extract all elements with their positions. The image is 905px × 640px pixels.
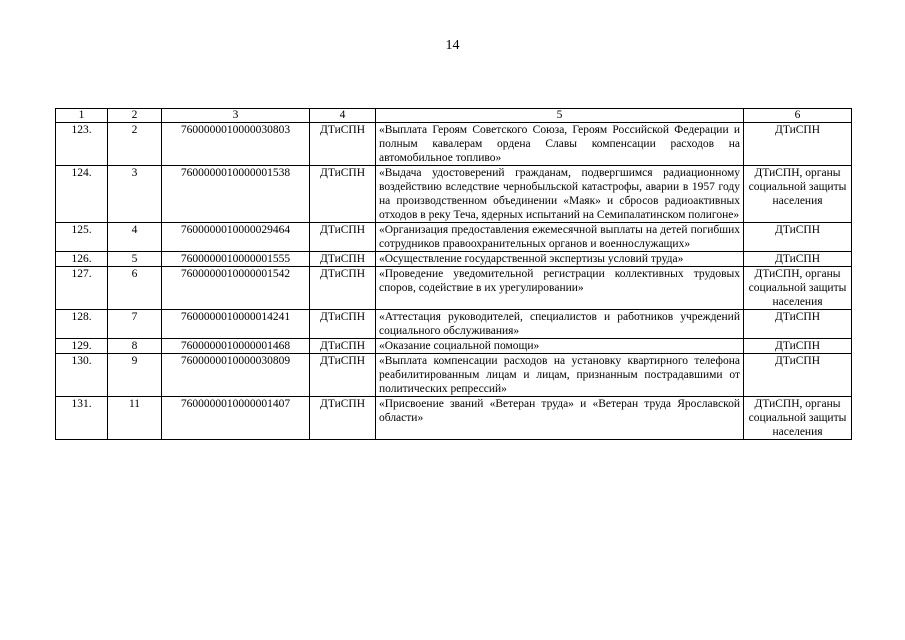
table-row	[56, 267, 852, 310]
table-row	[56, 223, 852, 252]
service-organization: ДТиСПН	[310, 397, 376, 440]
row-number: 129.	[56, 339, 108, 354]
service-code: 7600000010000001538	[162, 166, 310, 223]
service-organization: ДТиСПН	[310, 252, 376, 267]
row-index: 7	[108, 310, 162, 339]
service-code: 7600000010000001542	[162, 267, 310, 310]
service-organization: ДТиСПН	[310, 267, 376, 310]
service-name: «Осуществление государственной экспертизы условий труда»	[376, 252, 744, 267]
row-number: 123.	[56, 123, 108, 166]
table-row	[56, 310, 852, 339]
column-header-4: 4	[310, 109, 376, 123]
responsible-body: ДТиСПН	[744, 223, 852, 252]
row-index: 3	[108, 166, 162, 223]
row-number: 125.	[56, 223, 108, 252]
service-code: 7600000010000001468	[162, 339, 310, 354]
row-number: 128.	[56, 310, 108, 339]
table-row	[56, 354, 852, 397]
service-name: «Оказание социальной помощи»	[376, 339, 744, 354]
row-number: 127.	[56, 267, 108, 310]
responsible-body: ДТиСПН	[744, 252, 852, 267]
service-name: «Аттестация руководителей, специалистов и работников учреждений социального обслуживания»	[376, 310, 744, 339]
column-header-6: 6	[744, 109, 852, 123]
column-header-1: 1	[56, 109, 108, 123]
service-name: «Выплата компенсации расходов на установку квартирного телефона реабилитированным лицам и лицам, признанным пострадавшими от политических репрессий»	[376, 354, 744, 397]
responsible-body: ДТиСПН	[744, 339, 852, 354]
page-number: 14	[445, 38, 460, 53]
service-name: «Проведение уведомительной регистрации коллективных трудовых споров, содействие в их урегулировании»	[376, 267, 744, 310]
responsible-body: ДТиСПН	[744, 354, 852, 397]
service-name: «Выдача удостоверений гражданам, подвергшимся радиационному воздействию вследствие чернобыльской катастрофы, аварии в 1957 году на производственном объединении «Маяк» и сбросов радиоактивных отходов в реку Теча, ядерных испытаний на Семипалатинском полигоне»	[376, 166, 744, 223]
service-code: 7600000010000001555	[162, 252, 310, 267]
responsible-body: ДТиСПН, органы социальной защиты населения	[744, 267, 852, 310]
service-organization: ДТиСПН	[310, 354, 376, 397]
row-index: 11	[108, 397, 162, 440]
row-number: 131.	[56, 397, 108, 440]
service-organization: ДТиСПН	[310, 223, 376, 252]
services-table	[55, 108, 852, 440]
row-index: 9	[108, 354, 162, 397]
service-name: «Выплата Героям Советского Союза, Героям Российской Федерации и полным кавалерам ордена Славы компенсации расходов на автомобильное топливо»	[376, 123, 744, 166]
service-organization: ДТиСПН	[310, 166, 376, 223]
table-row	[56, 252, 852, 267]
column-header-2: 2	[108, 109, 162, 123]
responsible-body: ДТиСПН, органы социальной защиты населения	[744, 166, 852, 223]
table-row	[56, 339, 852, 354]
row-number: 130.	[56, 354, 108, 397]
row-index: 5	[108, 252, 162, 267]
service-name: «Присвоение званий «Ветеран труда» и «Ветеран труда Ярославской области»	[376, 397, 744, 440]
service-code: 7600000010000014241	[162, 310, 310, 339]
service-name: «Организация предоставления ежемесячной выплаты на детей погибших сотрудников правоохранительных органов и военнослужащих»	[376, 223, 744, 252]
service-code: 7600000010000001407	[162, 397, 310, 440]
table-row	[56, 123, 852, 166]
service-organization: ДТиСПН	[310, 123, 376, 166]
table-header-row	[56, 109, 852, 123]
column-header-5: 5	[376, 109, 744, 123]
table-row	[56, 397, 852, 440]
row-number: 126.	[56, 252, 108, 267]
responsible-body: ДТиСПН	[744, 123, 852, 166]
row-index: 2	[108, 123, 162, 166]
row-index: 6	[108, 267, 162, 310]
service-code: 7600000010000029464	[162, 223, 310, 252]
responsible-body: ДТиСПН, органы социальной защиты населения	[744, 397, 852, 440]
row-number: 124.	[56, 166, 108, 223]
responsible-body: ДТиСПН	[744, 310, 852, 339]
column-header-3: 3	[162, 109, 310, 123]
row-index: 8	[108, 339, 162, 354]
table-row	[56, 166, 852, 223]
service-organization: ДТиСПН	[310, 339, 376, 354]
row-index: 4	[108, 223, 162, 252]
service-code: 7600000010000030803	[162, 123, 310, 166]
service-organization: ДТиСПН	[310, 310, 376, 339]
service-code: 7600000010000030809	[162, 354, 310, 397]
